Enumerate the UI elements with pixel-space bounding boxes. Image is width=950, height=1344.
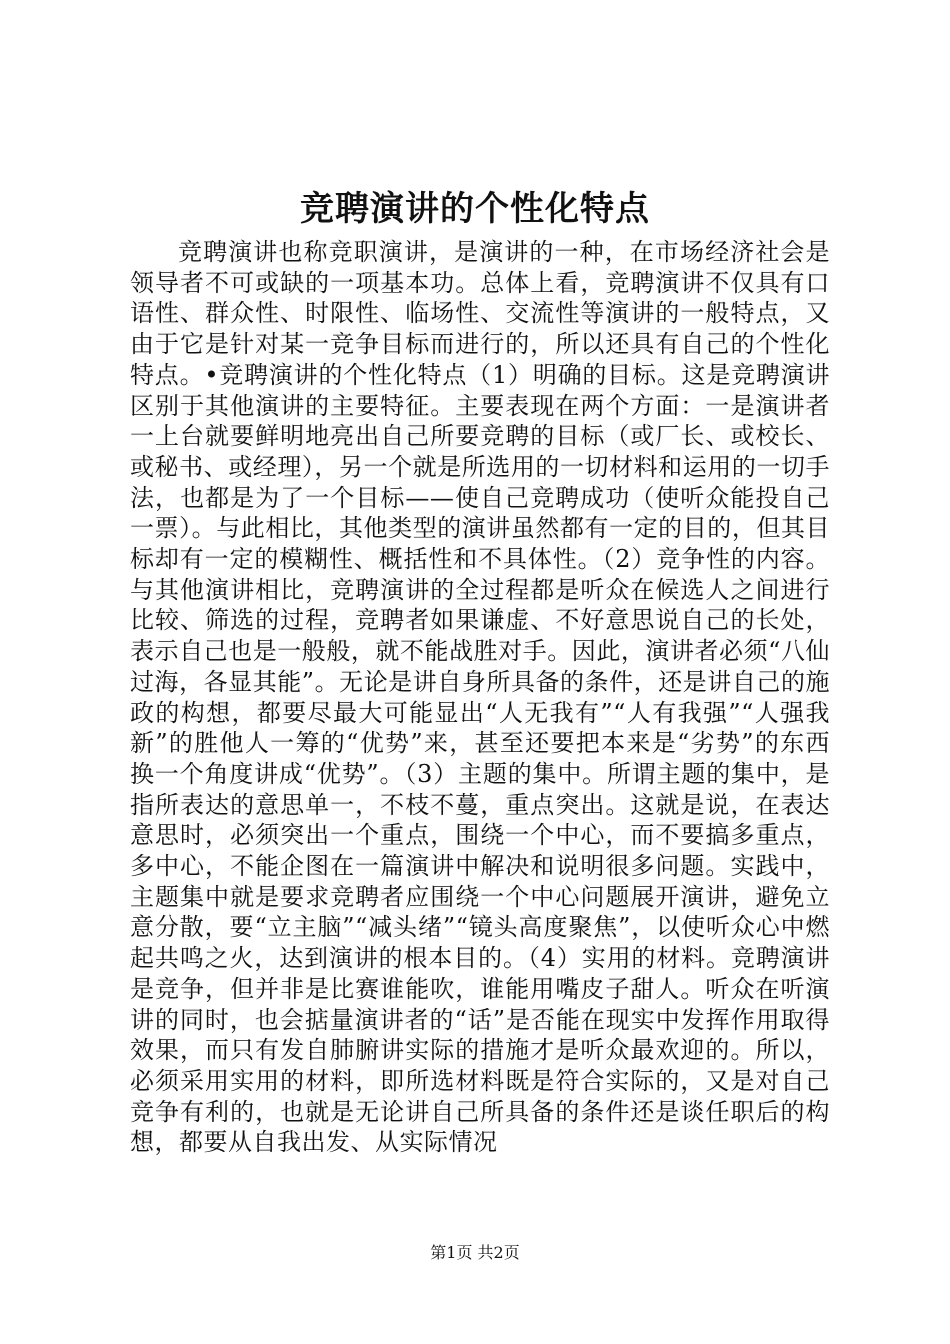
page-footer: 第1页 共2页: [430, 1243, 520, 1262]
document-body: 竞聘演讲也称竞职演讲，是演讲的一种，在市场经济社会是领导者不可或缺的一项基本功。总体上看，竞聘演讲不仅具有口语性、群众性、时限性、临场性、交流性等演讲的一般特点，又由于它是针对某一竞争目标而进行的，所以还具有自己的个性化特点。•竞聘演讲的个性化特点（1）明确的目标。这是竞聘演讲区别于其他演讲的主要特征。主要表现在两个方面：一是演讲者一上台就要鲜明地亮出自己所要竞聘的目标（或厂长、或校长、或秘书、或经理），另一个就是所选用的一切材料和运用的一切手法，也都是为了一个目标——使自己竞聘成功（使听众能投自己一票）。与此相比，其他类型的演讲虽然都有一定的目的，但其目标却有一定的模糊性、概括性和不具体性。（2）竞争性的内容。与其他演讲相比，竞聘演讲的全过程都是听众在候选人之间进行比较、筛选的过程，竞聘者如果谦虚、不好意思说自己的长处，表示自己也是一般般，就不能战胜对手。因此，演讲者必须“八仙过海，各显其能”。无论是讲自身所具备的条件，还是讲自己的施政的构想，都要尽最大可能显出“人无我有”“人有我强”“人强我新”的胜他人一筹的“优势”来，甚至还要把本来是“劣势”的东西换一个角度讲成“优势”。（3）主题的集中。所谓主题的集中，是指所表达的意思单一，不枝不蔓，重点突出。这就是说，在表达意思时，必须突出一个重点，围绕一个中心，而不要搞多重点，多中心，不能企图在一篇演讲中解决和说明很多问题。实践中，主题集中就是要求竞聘者应围绕一个中心问题展开演讲，避免立意分散，要“立主脑”“减头绪”“镜头高度聚焦”，以使听众心中燃起共鸣之火，达到演讲的根本目的。（4）实用的材料。竞聘演讲是竞争，但并非是比赛谁能吹，谁能用嘴皮子甜人。听众在听演讲的同时，也会掂量演讲者的“话”是否能在现实中发挥作用取得效果，而只有发自肺腑讲实际的措施才是听众最欢迎的。所以，必须采用实用的材料，即所选材料既是符合实际的，又是对自己竞争有利的，也就是无论讲自己所具备的条件还是谈任职后的构想，都要从自我出发、从实际情况: [130, 238, 830, 1157]
document-title: 竞聘演讲的个性化特点: [300, 189, 650, 229]
